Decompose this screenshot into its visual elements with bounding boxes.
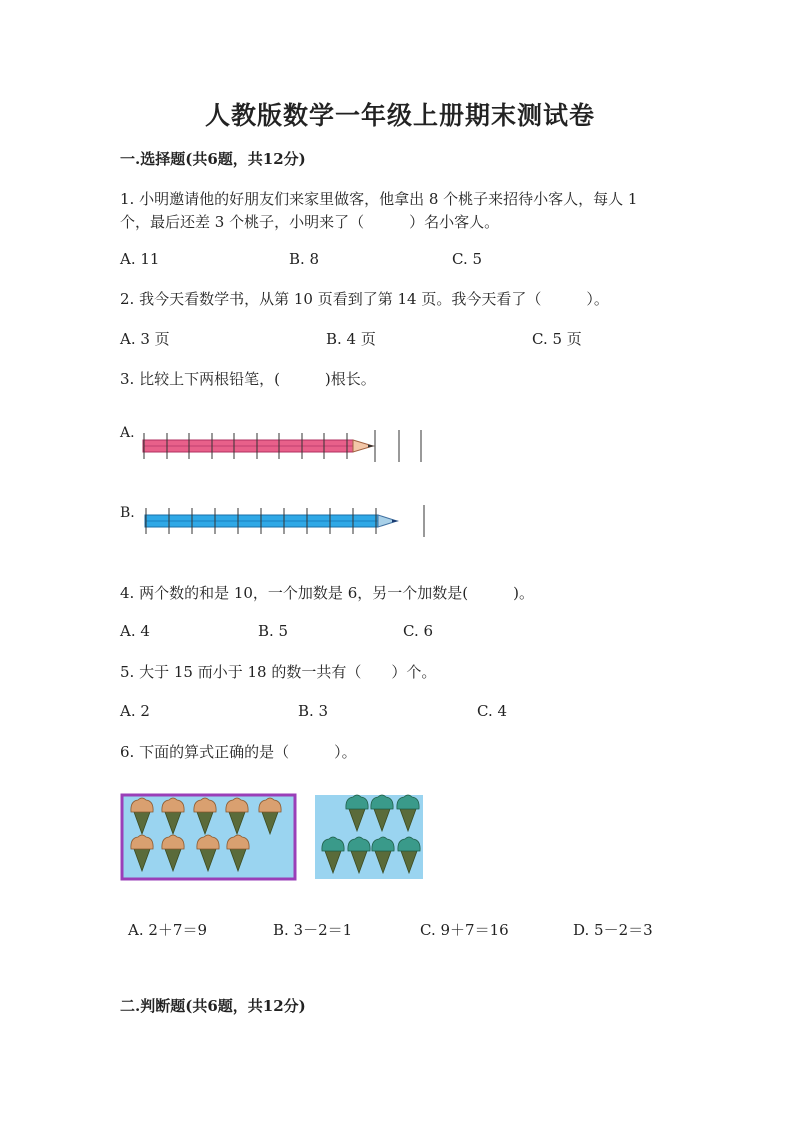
question-6-option-a[interactable]: A. 2＋7＝9 <box>128 921 207 939</box>
question-1-line-1: 1. 小明邀请他的好朋友们来家里做客，他拿出 8 个桃子来招待小客人，每人 1 <box>120 190 638 208</box>
question-6-option-b[interactable]: B. 3－2＝1 <box>273 921 353 939</box>
question-4-option-a[interactable]: A. 4 <box>120 622 150 640</box>
section-heading-choice: 一.选择题(共6题，共12分) <box>120 150 306 168</box>
pencil-a-icon <box>143 430 421 462</box>
question-5-option-c[interactable]: C. 4 <box>477 702 508 720</box>
question-6-option-c[interactable]: C. 9＋7＝16 <box>420 921 509 939</box>
ice-cream-panel-right <box>315 795 423 879</box>
question-6-option-d[interactable]: D. 5－2＝3 <box>573 921 653 939</box>
question-6-text: 6. 下面的算式正确的是（ ）。 <box>120 743 357 761</box>
ice-cream-panel-left <box>122 795 295 879</box>
question-1-option-a[interactable]: A. 11 <box>120 250 160 268</box>
question-2-option-b[interactable]: B. 4 页 <box>326 330 376 348</box>
question-5-option-b[interactable]: B. 3 <box>298 702 329 720</box>
question-2-option-a[interactable]: A. 3 页 <box>120 330 170 348</box>
pencil-b-icon <box>145 505 424 537</box>
question-4-option-c[interactable]: C. 6 <box>403 622 434 640</box>
question-2-text: 2. 我今天看数学书，从第 10 页看到了第 14 页。我今天看了（ ）。 <box>120 290 609 308</box>
question-1-line-2: 个，最后还差 3 个桃子，小明来了（ ）名小客人。 <box>120 213 500 231</box>
pencil-comparison-figure <box>140 425 440 540</box>
pencil-a-label: A. <box>120 425 135 441</box>
question-5-option-a[interactable]: A. 2 <box>120 702 150 720</box>
pencil-b-label: B. <box>120 505 135 521</box>
question-1-option-b[interactable]: B. 8 <box>289 250 320 268</box>
question-4-text: 4. 两个数的和是 10，一个加数是 6，另一个加数是( )。 <box>120 584 534 602</box>
question-1-option-c[interactable]: C. 5 <box>452 250 483 268</box>
question-5-text: 5. 大于 15 而小于 18 的数一共有（ ）个。 <box>120 663 437 681</box>
page-title: 人教版数学一年级上册期末测试卷 <box>204 101 595 130</box>
section-heading-judgement: 二.判断题(共6题，共12分) <box>120 997 306 1015</box>
question-4-option-b[interactable]: B. 5 <box>258 622 289 640</box>
question-3-text: 3. 比较上下两根铅笔，( )根长。 <box>120 370 376 388</box>
ice-cream-figure <box>120 793 425 881</box>
question-2-option-c[interactable]: C. 5 页 <box>532 330 582 348</box>
